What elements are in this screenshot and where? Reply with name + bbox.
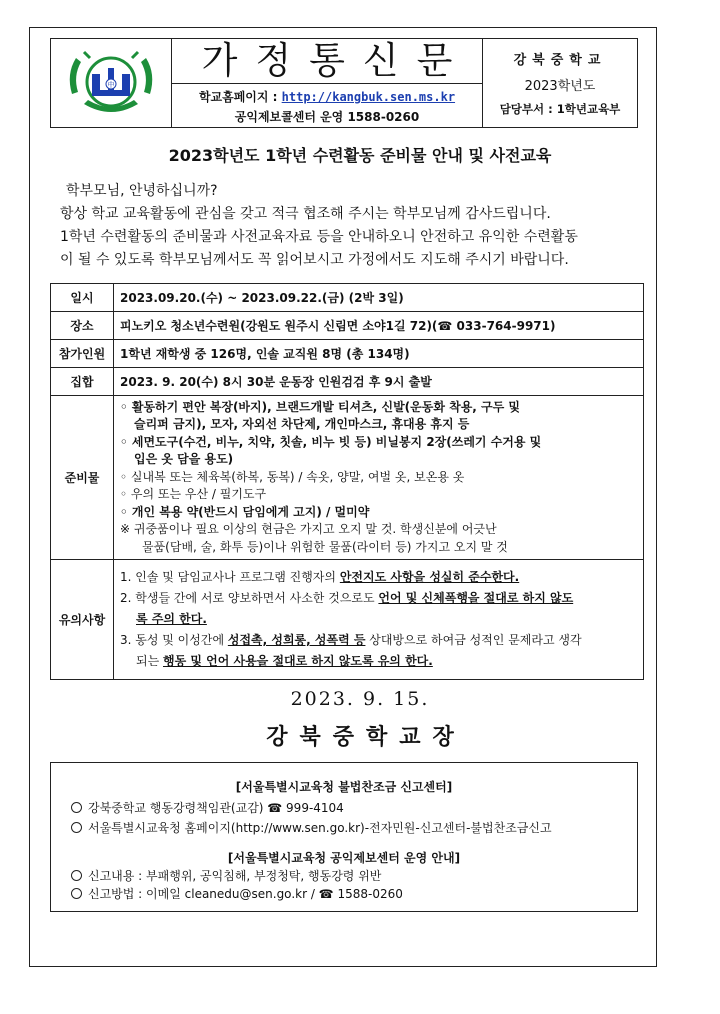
gather-label: 집합 <box>51 368 114 396</box>
caution-item-2 <box>120 588 637 609</box>
intro-line: 이 될 수 있도록 학부모님께서도 꼭 읽어보시고 가정에서도 지도해 주시기 바랍니다. <box>60 252 569 268</box>
gather-value: 2023. 9. 20(수) 8시 30분 운동장 인원검검 후 9시 출발 <box>114 368 644 396</box>
caution-item-1 <box>120 567 637 588</box>
header-right <box>483 39 637 127</box>
prep-line: 입은 옷 담을 용도) <box>134 452 234 467</box>
date-label: 일시 <box>51 284 114 312</box>
box-line-2 <box>71 819 552 836</box>
prep-line: ◦ 우의 또는 우산 / 필기도구 <box>120 487 267 502</box>
department: 담당부서 : 1학년교육부 <box>499 102 621 116</box>
prep-line: ◦ 실내복 또는 체육복(하복, 동복) / 속옷, 양말, 여벌 옷, 보온용 옷 <box>120 469 465 484</box>
prep-label: 준비물 <box>51 396 114 560</box>
caution-emphasis: 록 주의 한다. <box>136 612 207 626</box>
prep-line: ◦ 세면도구(수건, 비누, 치약, 칫솔, 비누 빗 등) 비닐봉지 2장(쓰레기 수거용 및 <box>120 434 542 449</box>
caution-text: 되는 <box>136 654 163 668</box>
principal-signature: 강북중학교장 <box>266 724 466 750</box>
row-caution <box>51 560 644 680</box>
circle-bullet-icon <box>71 822 82 833</box>
row-date <box>51 284 644 312</box>
intro-line: 항상 학교 교육활동에 관심을 갖고 적극 협조해 주시는 학부모님께 감사드립니다. <box>60 206 551 222</box>
document-title: 2023학년도 1학년 수련활동 준비물 안내 및 사전교육 <box>168 146 552 165</box>
row-place <box>51 312 644 340</box>
newsletter-title: 가정통신문 <box>172 39 482 84</box>
caution-item-3 <box>120 630 637 651</box>
homepage-link[interactable]: http://kangbuk.sen.ms.kr <box>281 90 456 104</box>
people-value: 1학년 재학생 중 126명, 인솔 교직원 8명 (총 134명) <box>114 340 644 368</box>
school-emblem-icon <box>62 44 160 122</box>
box-line-text: 서울특별시교육청 홈페이지(http://www.sen.go.kr)-전자민원-신고센터-불법찬조금신고 <box>88 821 552 835</box>
caution-text: 1. 인솔 및 담임교사나 프로그램 진행자의 <box>120 570 340 584</box>
caution-emphasis: 언어 및 신체폭행을 절대로 하지 않도 <box>378 591 574 605</box>
box-line-text: 강북중학교 행동강령책임관(교감) ☎ 999-4104 <box>88 801 344 815</box>
circle-bullet-icon <box>71 870 82 881</box>
row-people <box>51 340 644 368</box>
box-line-text: 신고내용 : 부패행위, 공익침해, 부정청탁, 행동강령 위반 <box>88 869 382 883</box>
caution-list <box>114 560 644 680</box>
caution-item-2-cont <box>120 609 637 630</box>
issue-date: 2023. 9. 15. <box>290 688 430 710</box>
caution-emphasis: 성접촉, 성희롱, 성폭력 등 <box>227 633 366 647</box>
prep-line: 물품(담배, 술, 화투 등)이나 위험한 물품(라이터 등) 가지고 오지 말 것 <box>142 539 508 554</box>
school-year: 2023학년도 <box>524 79 596 94</box>
place-value: 피노키오 청소년수련원(강원도 원주시 신림면 소야1길 72)(☎ 033-764-9971) <box>114 312 644 340</box>
prep-list <box>114 396 644 560</box>
box-line-text: 신고방법 : 이메일 cleanedu@sen.go.kr / ☎ 1588-0260 <box>88 887 403 901</box>
info-table <box>50 283 644 680</box>
circle-bullet-icon <box>71 802 82 813</box>
box-heading-1: [서울특별시교육청 불법찬조금 신고센터] <box>235 780 453 794</box>
box-line-3 <box>71 867 381 884</box>
prep-line: 슬리퍼 금지), 모자, 자외선 차단제, 개인마스크, 휴대용 휴지 등 <box>134 417 470 432</box>
caution-emphasis: 행동 및 언어 사용을 절대로 하지 않도록 유의 한다. <box>163 654 433 668</box>
intro-line: 1학년 수련활동의 준비물과 사전교육자료 등을 안내하오니 안전하고 유익한 수련활동 <box>60 229 578 245</box>
people-label: 참가인원 <box>51 340 114 368</box>
homepage-label: 학교홈페이지 : <box>198 90 278 104</box>
intro-line: 학부모님, 안녕하십니까? <box>66 183 218 199</box>
caution-emphasis: 안전지도 사항을 성실히 준수한다. <box>339 570 520 584</box>
caution-label: 유의사항 <box>51 560 114 680</box>
box-heading-2: [서울특별시교육청 공익제보센터 운영 안내] <box>227 851 461 865</box>
caution-text: 상대방으로 하여금 성적인 문제라고 생각 <box>365 633 582 647</box>
newsletter-header <box>50 38 638 128</box>
place-label: 장소 <box>51 312 114 340</box>
box-line-4 <box>71 885 403 902</box>
box-line-1 <box>71 799 344 816</box>
report-center-line: 공익제보콜센터 운영 1588-0260 <box>234 110 420 124</box>
caution-text: 3. 동성 및 이성간에 <box>120 633 228 647</box>
circle-bullet-icon <box>71 888 82 899</box>
intro-paragraph <box>60 180 620 272</box>
homepage-line <box>172 88 482 105</box>
logo-char: 中 <box>107 81 115 89</box>
row-prep <box>51 396 644 560</box>
school-name: 강북중학교 <box>513 53 607 68</box>
header-center <box>172 39 483 127</box>
prep-line: ※ 귀중품이나 필요 이상의 현금은 가지고 오지 말 것. 학생신분에 어긋난 <box>120 522 497 537</box>
report-center-box <box>50 762 638 912</box>
school-logo <box>51 39 172 127</box>
date-value: 2023.09.20.(수) ~ 2023.09.22.(금) (2박 3일) <box>114 284 644 312</box>
prep-line: ◦ 활동하기 편안 복장(바지), 브랜드개발 티셔츠, 신발(운동화 착용, 구두 및 <box>120 399 520 414</box>
caution-text: 2. 학생들 간에 서로 양보하면서 사소한 것으로도 <box>120 591 379 605</box>
caution-item-3-cont <box>120 651 637 672</box>
prep-line: ◦ 개인 복용 약(반드시 담임에게 고지) / 멀미약 <box>120 504 370 519</box>
row-gather <box>51 368 644 396</box>
